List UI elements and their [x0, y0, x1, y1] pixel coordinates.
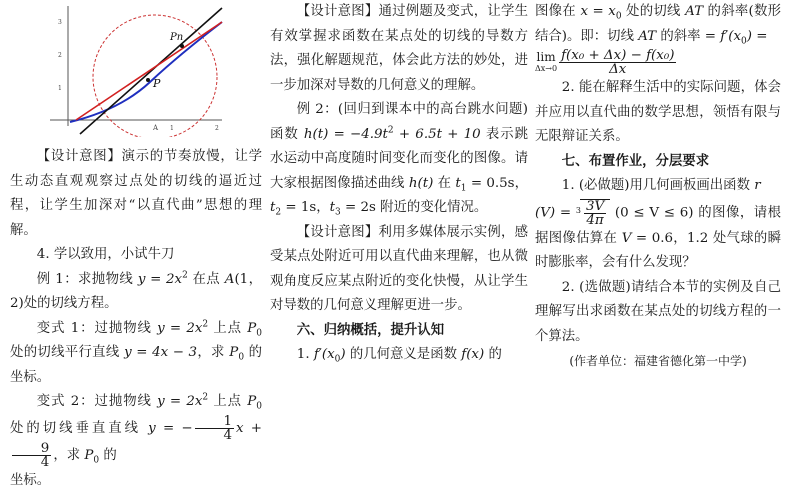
- summary-1-continued: 图像在 $x = x_0$ 处的切线 AT 的斜率(数形结合)。即：切线 AT 的斜率 = $f'(x_0)$ =: [535, 0, 781, 49]
- section-7-heading: 七、布置作业，分层要求: [535, 150, 781, 175]
- y-tick-3: 3: [58, 19, 62, 26]
- y-tick-2: 2: [58, 52, 62, 59]
- column-1: [10, 0, 262, 493]
- summary-2: 2. 能在解释生活中的实际问题，体会并应用以直代曲的数学思想，领悟有限与无限辩证关系。: [535, 76, 781, 150]
- difference-quotient: $\frac{\text{f(x₀ + Δx) − f(x₀)}}{\Delta x}$: [559, 49, 676, 76]
- variant-2: 变式 2：过抛物线 $y = 2x^2$ 上点 $P_0$ 处的切线垂直直线 y = − $\frac{1}{4}$ x + $\frac{9}{4}$ ，求 $P_0$ 的: [10, 390, 262, 469]
- homework-1-formula: (V) = $^3$ $\frac{3V}{4\pi}$ (0 ≤ V ≤ 6) 的图像，请根据图像估算在 V = 0.6，1.2 处气球的瞬时膨胀率，会有什么发现？: [535, 199, 781, 276]
- limit-operator: lim Δx→0: [535, 52, 557, 74]
- secant-line: [76, 22, 222, 120]
- summary-1: 1. $f'(x_0)$ 的几何意义是函数 f(x) 的: [270, 343, 528, 368]
- tangent-line: [80, 8, 222, 134]
- example-2: 例 2：(回归到课本中的高台跳水问题)函数 $h(t) = -4.9t^2 + 6.5t + 10$ 表示跳水运动中高度随时间变化而变化的图像。请大家根据图像描述曲线 h(t) 在 $t_1 = 0.5s$，$t_2 = 1s$，$t_3 = 2s$ 附近的变化情况。: [270, 98, 528, 221]
- fraction-nine-quarters: $\frac{9}{4}$: [12, 442, 51, 469]
- homework-2: 2. (选做题)请结合本节的实例及自己理解写出求函数在某点处的切线方程的一个算法。: [535, 276, 781, 350]
- radicand-fraction: $\frac{3V}{4\pi}$: [584, 200, 606, 227]
- x-tick-1: 1: [170, 125, 174, 132]
- design-intent-2: 【设计意图】通过例题及变式，让学生有效掌握求函数在某点处的切线的导数方法，强化解题规范，体会此方法的妙处，进一步加深对导数的几何意义的理解。: [270, 0, 528, 98]
- column-2: [270, 0, 528, 368]
- variant-2-tail: 坐标。: [10, 469, 262, 493]
- x-tick-2: 2: [215, 125, 219, 132]
- y-tick-1: 1: [58, 85, 62, 92]
- design-intent-1: 【设计意图】演示的节奏放慢，让学生动态直观观察过点处的切线的逼近过程，让学生加深对“以直代曲”思想的理解。: [10, 145, 262, 243]
- point-p-marker: [146, 78, 150, 82]
- section-6-heading: 六、归纳概括，提升认知: [270, 319, 528, 344]
- limit-formula: [535, 49, 781, 76]
- point-pn-label: Pn: [169, 32, 183, 43]
- variant-1: 变式 1：过抛物线 $y = 2x^2$ 上点 $P_0$ 处的切线平行直线 y = 4x − 3，求 $P_0$ 的坐标。: [10, 317, 262, 391]
- fraction-one-quarter: $\frac{1}{4}$: [195, 415, 234, 442]
- zoom-circle: [93, 15, 217, 137]
- section-4-heading: 4. 学以致用，小试牛刀: [10, 243, 262, 268]
- point-pn-marker: [180, 44, 184, 48]
- column-3: [535, 0, 781, 374]
- x-tick-a: A: [152, 124, 159, 132]
- design-intent-3: 【设计意图】利用多媒体展示实例，感受某点处附近可用以直代曲来理解，也从微观角度反应某点附近的变化快慢，从让学生对导数的几何意义理解更进一步。: [270, 221, 528, 319]
- homework-1: 1. (必做题)用几何画板画出函数 r: [535, 174, 781, 199]
- author-credit: (作者单位：福建省德化第一中学): [535, 349, 781, 374]
- cube-root: $^3$ $\frac{3V}{4\pi}$: [576, 199, 610, 227]
- tangent-figure: [10, 2, 260, 137]
- example-1: 例 1：求抛物线 $y = 2x^2$ 在点 A(1，2)处的切线方程。: [10, 268, 262, 317]
- point-p-label: P: [152, 77, 161, 90]
